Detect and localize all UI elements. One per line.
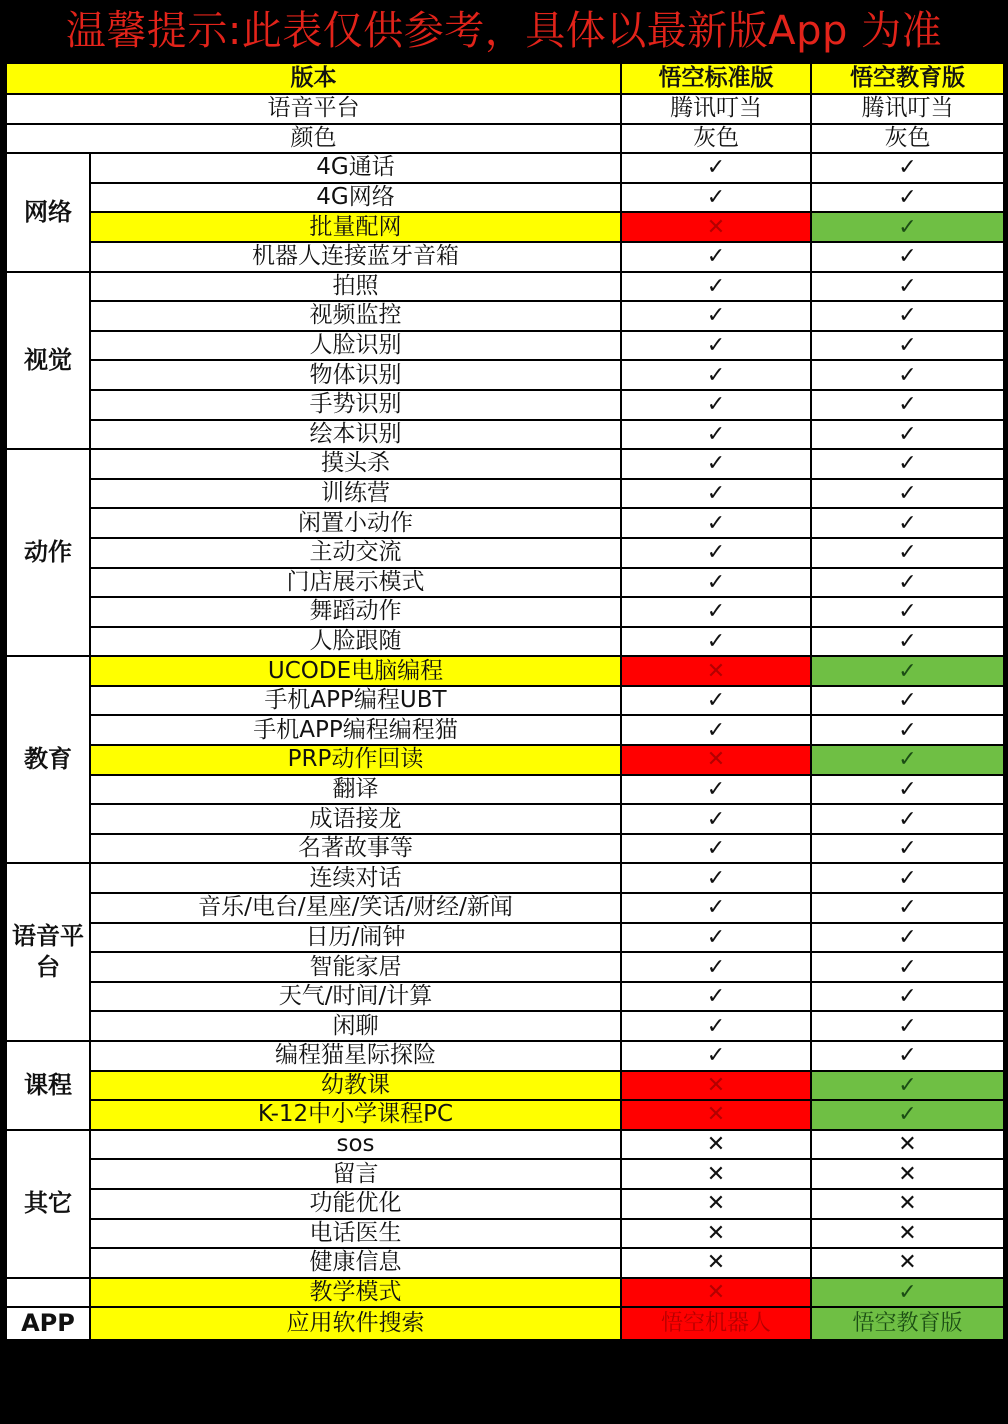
feature-name: 应用软件搜索 xyxy=(90,1307,621,1340)
education-edition-value: ✓ xyxy=(811,834,1004,864)
education-edition-value: ✓ xyxy=(811,1071,1004,1101)
feature-row xyxy=(6,656,1004,686)
education-edition-value: ✕ xyxy=(811,1248,1004,1278)
education-edition-value: ✓ xyxy=(811,242,1004,272)
standard-edition-value: ✓ xyxy=(621,242,811,272)
feature-row xyxy=(6,449,1004,479)
education-edition-value: ✕ xyxy=(811,1130,1004,1160)
spec-standard-value: 灰色 xyxy=(621,124,811,154)
education-edition-value: ✓ xyxy=(811,538,1004,568)
feature-row xyxy=(6,893,1004,923)
standard-edition-value: ✓ xyxy=(621,508,811,538)
category-cell: 视觉 xyxy=(6,272,90,450)
feature-name: 智能家居 xyxy=(90,952,621,982)
feature-name: 4G网络 xyxy=(90,183,621,213)
education-edition-value: ✓ xyxy=(811,360,1004,390)
education-edition-value: 悟空教育版 xyxy=(811,1307,1004,1340)
education-edition-value: ✓ xyxy=(811,212,1004,242)
feature-row xyxy=(6,923,1004,953)
notice-banner: 温馨提示:此表仅供参考，具体以最新版App 为准 xyxy=(65,8,943,54)
header-standard-edition: 悟空标准版 xyxy=(621,63,811,94)
feature-name: 视频监控 xyxy=(90,301,621,331)
feature-row xyxy=(6,745,1004,775)
feature-row xyxy=(6,153,1004,183)
standard-edition-value: ✓ xyxy=(621,272,811,302)
feature-name: 手机APP编程UBT xyxy=(90,686,621,716)
education-edition-value: ✓ xyxy=(811,449,1004,479)
standard-edition-value: ✕ xyxy=(621,1248,811,1278)
feature-name: 物体识别 xyxy=(90,360,621,390)
feature-row xyxy=(6,686,1004,716)
standard-edition-value: ✕ xyxy=(621,1278,811,1308)
standard-edition-value: ✕ xyxy=(621,656,811,686)
feature-name: 留言 xyxy=(90,1159,621,1189)
education-edition-value: ✓ xyxy=(811,1278,1004,1308)
education-edition-value: ✓ xyxy=(811,656,1004,686)
standard-edition-value: ✓ xyxy=(621,863,811,893)
feature-name: 健康信息 xyxy=(90,1248,621,1278)
feature-name: 舞蹈动作 xyxy=(90,597,621,627)
standard-edition-value: ✓ xyxy=(621,479,811,509)
education-edition-value: ✓ xyxy=(811,272,1004,302)
standard-edition-value: ✕ xyxy=(621,1100,811,1130)
standard-edition-value: ✓ xyxy=(621,686,811,716)
feature-name: 幼教课 xyxy=(90,1071,621,1101)
feature-row xyxy=(6,627,1004,657)
feature-name: 人脸跟随 xyxy=(90,627,621,657)
feature-row xyxy=(6,420,1004,450)
standard-edition-value: ✓ xyxy=(621,775,811,805)
feature-name: 拍照 xyxy=(90,272,621,302)
education-edition-value: ✓ xyxy=(811,1041,1004,1071)
feature-name: 4G通话 xyxy=(90,153,621,183)
education-edition-value: ✓ xyxy=(811,597,1004,627)
feature-name: PRP动作回读 xyxy=(90,745,621,775)
education-edition-value: ✓ xyxy=(811,568,1004,598)
feature-row xyxy=(6,952,1004,982)
standard-edition-value: ✕ xyxy=(621,212,811,242)
category-cell: 课程 xyxy=(6,1041,90,1130)
feature-row xyxy=(6,1159,1004,1189)
feature-name: sos xyxy=(90,1130,621,1160)
education-edition-value: ✓ xyxy=(811,420,1004,450)
category-cell: 动作 xyxy=(6,449,90,656)
standard-edition-value: ✓ xyxy=(621,893,811,923)
feature-row xyxy=(6,1248,1004,1278)
education-edition-value: ✓ xyxy=(811,686,1004,716)
feature-name: 电话医生 xyxy=(90,1219,621,1249)
feature-row xyxy=(6,1130,1004,1160)
feature-name: 教学模式 xyxy=(90,1278,621,1308)
standard-edition-value: ✓ xyxy=(621,1041,811,1071)
feature-row xyxy=(6,597,1004,627)
education-edition-value: ✓ xyxy=(811,1100,1004,1130)
education-edition-value: ✓ xyxy=(811,982,1004,1012)
feature-row xyxy=(6,982,1004,1012)
standard-edition-value: ✓ xyxy=(621,982,811,1012)
standard-edition-value: ✕ xyxy=(621,1130,811,1160)
feature-name: 机器人连接蓝牙音箱 xyxy=(90,242,621,272)
education-edition-value: ✕ xyxy=(811,1189,1004,1219)
standard-edition-value: ✓ xyxy=(621,301,811,331)
feature-row xyxy=(6,479,1004,509)
feature-row xyxy=(6,804,1004,834)
standard-edition-value: ✓ xyxy=(621,331,811,361)
feature-row xyxy=(6,272,1004,302)
spec-education-value: 灰色 xyxy=(811,124,1004,154)
feature-row xyxy=(6,715,1004,745)
standard-edition-value: ✓ xyxy=(621,538,811,568)
standard-edition-value: ✓ xyxy=(621,449,811,479)
education-edition-value: ✓ xyxy=(811,390,1004,420)
category-cell: 网络 xyxy=(6,153,90,271)
education-edition-value: ✓ xyxy=(811,301,1004,331)
education-edition-value: ✓ xyxy=(811,627,1004,657)
feature-row xyxy=(6,183,1004,213)
feature-name: 日历/闹钟 xyxy=(90,923,621,953)
education-edition-value: ✕ xyxy=(811,1159,1004,1189)
education-edition-value: ✓ xyxy=(811,715,1004,745)
feature-name: 编程猫星际探险 xyxy=(90,1041,621,1071)
spec-label: 语音平台 xyxy=(6,94,621,124)
header-version-label: 版本 xyxy=(6,63,621,94)
education-edition-value: ✕ xyxy=(811,1219,1004,1249)
standard-edition-value: 悟空机器人 xyxy=(621,1307,811,1340)
feature-row xyxy=(6,1219,1004,1249)
feature-row xyxy=(6,301,1004,331)
education-edition-value: ✓ xyxy=(811,952,1004,982)
standard-edition-value: ✕ xyxy=(621,1071,811,1101)
feature-row xyxy=(6,834,1004,864)
feature-row xyxy=(6,568,1004,598)
feature-name: 功能优化 xyxy=(90,1189,621,1219)
category-cell: APP xyxy=(6,1307,90,1340)
feature-name: 门店展示模式 xyxy=(90,568,621,598)
feature-name: 手机APP编程编程猫 xyxy=(90,715,621,745)
education-edition-value: ✓ xyxy=(811,331,1004,361)
category-cell: 其它 xyxy=(6,1130,90,1278)
education-edition-value: ✓ xyxy=(811,183,1004,213)
feature-row xyxy=(6,242,1004,272)
feature-row xyxy=(6,390,1004,420)
education-edition-value: ✓ xyxy=(811,153,1004,183)
standard-edition-value: ✓ xyxy=(621,390,811,420)
feature-row xyxy=(6,1100,1004,1130)
standard-edition-value: ✕ xyxy=(621,1159,811,1189)
spec-row-color xyxy=(6,124,1004,154)
feature-row xyxy=(6,1011,1004,1041)
education-edition-value: ✓ xyxy=(811,745,1004,775)
feature-name: 成语接龙 xyxy=(90,804,621,834)
feature-name: 翻译 xyxy=(90,775,621,805)
feature-name: 摸头杀 xyxy=(90,449,621,479)
feature-row xyxy=(6,1041,1004,1071)
standard-edition-value: ✓ xyxy=(621,804,811,834)
feature-row xyxy=(6,775,1004,805)
standard-edition-value: ✓ xyxy=(621,1011,811,1041)
comparison-table xyxy=(5,62,1005,1341)
feature-name: 闲聊 xyxy=(90,1011,621,1041)
education-edition-value: ✓ xyxy=(811,479,1004,509)
feature-name: 绘本识别 xyxy=(90,420,621,450)
header-row xyxy=(6,63,1004,94)
education-edition-value: ✓ xyxy=(811,863,1004,893)
feature-row xyxy=(6,212,1004,242)
feature-name: 名著故事等 xyxy=(90,834,621,864)
standard-edition-value: ✕ xyxy=(621,1219,811,1249)
feature-name: 闲置小动作 xyxy=(90,508,621,538)
feature-row xyxy=(6,1278,1004,1308)
standard-edition-value: ✓ xyxy=(621,952,811,982)
feature-row xyxy=(6,1189,1004,1219)
spec-standard-value: 腾讯叮当 xyxy=(621,94,811,124)
standard-edition-value: ✓ xyxy=(621,627,811,657)
education-edition-value: ✓ xyxy=(811,775,1004,805)
standard-edition-value: ✕ xyxy=(621,1189,811,1219)
feature-row xyxy=(6,538,1004,568)
spec-education-value: 腾讯叮当 xyxy=(811,94,1004,124)
category-cell xyxy=(6,1278,90,1308)
category-cell: 语音平台 xyxy=(6,863,90,1041)
education-edition-value: ✓ xyxy=(811,508,1004,538)
feature-name: K-12中小学课程PC xyxy=(90,1100,621,1130)
feature-row xyxy=(6,360,1004,390)
education-edition-value: ✓ xyxy=(811,804,1004,834)
spec-row-voice-platform xyxy=(6,94,1004,124)
standard-edition-value: ✓ xyxy=(621,597,811,627)
feature-row xyxy=(6,331,1004,361)
standard-edition-value: ✓ xyxy=(621,420,811,450)
feature-name: 主动交流 xyxy=(90,538,621,568)
education-edition-value: ✓ xyxy=(811,923,1004,953)
standard-edition-value: ✓ xyxy=(621,568,811,598)
feature-row xyxy=(6,1071,1004,1101)
category-cell: 教育 xyxy=(6,656,90,863)
feature-name: 连续对话 xyxy=(90,863,621,893)
feature-name: 音乐/电台/星座/笑话/财经/新闻 xyxy=(90,893,621,923)
standard-edition-value: ✓ xyxy=(621,923,811,953)
standard-edition-value: ✓ xyxy=(621,715,811,745)
feature-name: 训练营 xyxy=(90,479,621,509)
standard-edition-value: ✓ xyxy=(621,153,811,183)
standard-edition-value: ✕ xyxy=(621,745,811,775)
feature-row xyxy=(6,1307,1004,1340)
feature-row xyxy=(6,508,1004,538)
feature-name: UCODE电脑编程 xyxy=(90,656,621,686)
education-edition-value: ✓ xyxy=(811,893,1004,923)
standard-edition-value: ✓ xyxy=(621,183,811,213)
education-edition-value: ✓ xyxy=(811,1011,1004,1041)
feature-name: 天气/时间/计算 xyxy=(90,982,621,1012)
feature-name: 批量配网 xyxy=(90,212,621,242)
feature-name: 人脸识别 xyxy=(90,331,621,361)
feature-row xyxy=(6,863,1004,893)
spec-label: 颜色 xyxy=(6,124,621,154)
standard-edition-value: ✓ xyxy=(621,834,811,864)
feature-name: 手势识别 xyxy=(90,390,621,420)
standard-edition-value: ✓ xyxy=(621,360,811,390)
header-education-edition: 悟空教育版 xyxy=(811,63,1004,94)
